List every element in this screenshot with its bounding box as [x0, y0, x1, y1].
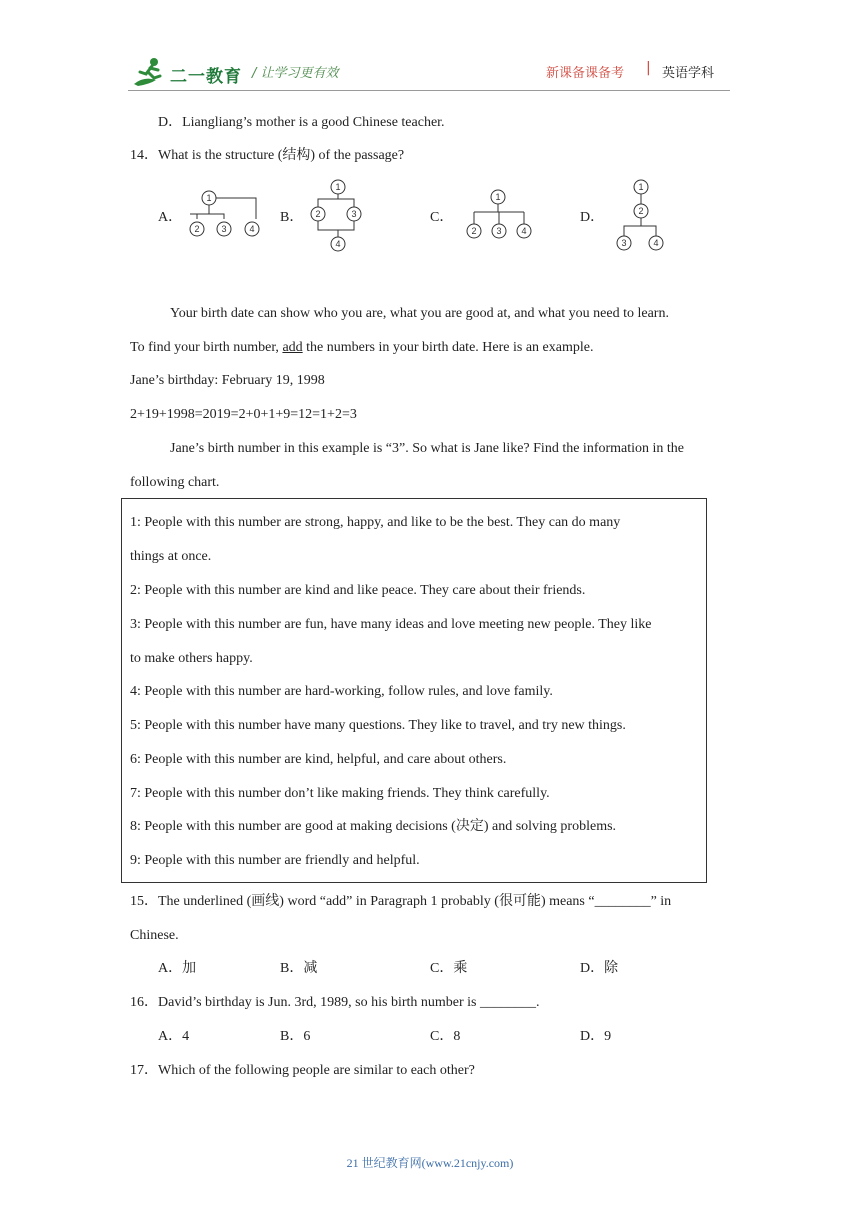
chart-line: 6: People with this number are kind, helpful, and care about others. [130, 752, 507, 767]
svg-text:3: 3 [351, 209, 357, 219]
chart-line: to make others happy. [130, 651, 253, 666]
q13-option-d: D．Liangliang’s mother is a good Chinese teacher. [158, 115, 445, 130]
passage-p1-line2: To find your birth number, add the numbers in your birth date. Here is an example. [130, 340, 594, 355]
q14-option-c-label: C． [430, 210, 454, 225]
structure-diagram-b [302, 178, 372, 259]
chart-line: 3: People with this number are fun, have many ideas and love meeting new people. They like [130, 617, 652, 632]
structure-diagram-c [458, 186, 542, 247]
underlined-word-add: add [282, 340, 303, 355]
header-slogan: / 让学习更有效 [252, 66, 339, 81]
header-subject: 英语学科 [662, 66, 715, 81]
passage-p2-line1: Jane’s birth number in this example is “3”. So what is Jane like? Find the information in the [170, 441, 685, 456]
q14-question: 14．What is the structure (结构) of the passage? [130, 148, 405, 163]
q15-option-d[interactable]: D．除 [580, 961, 619, 976]
q17-question: 17．Which of the following people are similar to each other? [130, 1063, 475, 1078]
passage-example: Jane’s birthday: February 19, 1998 [130, 373, 325, 388]
svg-text:4: 4 [521, 226, 527, 236]
chart-line: things at once. [130, 549, 212, 564]
logo-text: 二一教育 [170, 67, 242, 87]
chart-line: 8: People with this number are good at making decisions (决定) and solving problems. [130, 819, 617, 834]
q15-option-b[interactable]: B．减 [280, 961, 318, 976]
svg-text:1: 1 [638, 182, 644, 192]
runner-icon [130, 54, 170, 90]
structure-diagram-a [180, 186, 264, 245]
chart-line: 5: People with this number have many questions. They like to travel, and try new things. [130, 718, 626, 733]
svg-text:4: 4 [335, 239, 341, 249]
svg-text:3: 3 [496, 226, 502, 236]
q16-option-a[interactable]: A．4 [158, 1029, 190, 1044]
svg-text:4: 4 [653, 238, 659, 248]
svg-text:1: 1 [206, 193, 212, 203]
q14-option-d-label: D． [580, 210, 605, 225]
svg-text:1: 1 [335, 182, 341, 192]
svg-text:2: 2 [194, 224, 200, 234]
svg-text:2: 2 [471, 226, 477, 236]
svg-text:3: 3 [621, 238, 627, 248]
svg-text:4: 4 [249, 224, 255, 234]
q15-question-line2: Chinese. [130, 928, 179, 943]
q14-option-b-label: B． [280, 210, 304, 225]
svg-text:3: 3 [221, 224, 227, 234]
header-right-text: 新课备课备考 [546, 66, 625, 81]
header-separator: | [646, 60, 651, 76]
structure-diagram-d [604, 178, 674, 259]
footer-source[interactable]: 21 世纪教育网(www.21cnjy.com) [346, 1156, 514, 1170]
chart-line: 4: People with this number are hard-working, follow rules, and love family. [130, 684, 553, 699]
svg-text:2: 2 [315, 209, 321, 219]
passage-p1-line1: Your birth date can show who you are, what you are good at, and what you need to learn. [170, 306, 669, 321]
q16-option-c[interactable]: C．8 [430, 1029, 461, 1044]
passage-calculation: 2+19+1998=2019=2+0+1+9=12=1+2=3 [130, 407, 357, 422]
chart-line: 9: People with this number are friendly and helpful. [130, 853, 420, 868]
q15-question-line1: 15．The underlined (画线) word “add” in Paragraph 1 probably (很可能) means “________” in [130, 894, 672, 909]
svg-text:1: 1 [495, 192, 501, 202]
chart-line: 1: People with this number are strong, happy, and like to be the best. They can do many [130, 515, 621, 530]
q15-option-a[interactable]: A．加 [158, 961, 197, 976]
q16-option-b[interactable]: B．6 [280, 1029, 311, 1044]
q15-option-c[interactable]: C．乘 [430, 961, 468, 976]
brand-logo [130, 54, 248, 90]
q16-option-d[interactable]: D．9 [580, 1029, 612, 1044]
q14-option-a-label: A． [158, 210, 183, 225]
chart-line: 7: People with this number don’t like making friends. They think carefully. [130, 786, 550, 801]
passage-p2-line2: following chart. [130, 475, 220, 490]
header-divider [128, 90, 730, 91]
svg-text:2: 2 [638, 206, 644, 216]
chart-line: 2: People with this number are kind and like peace. They care about their friends. [130, 583, 586, 598]
q16-question: 16．David’s birthday is Jun. 3rd, 1989, so his birth number is ________. [130, 995, 540, 1010]
